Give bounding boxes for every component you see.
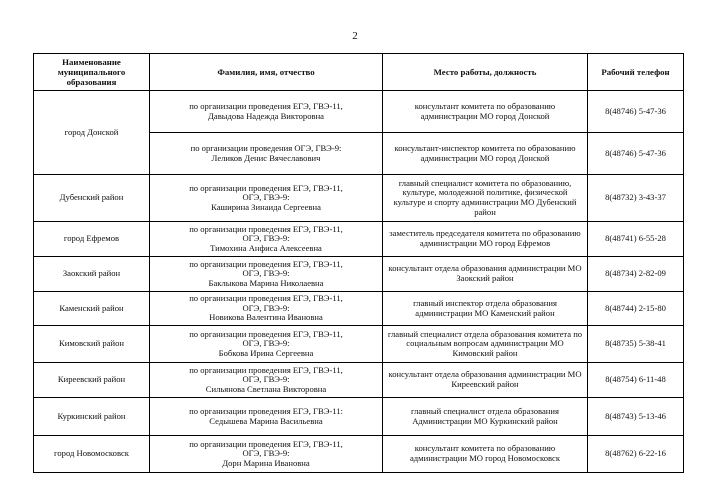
phone-cell: 8(48741) 6-55-28 [588, 222, 684, 257]
municipality-cell: город Донской [34, 91, 150, 175]
duty-text: по организации проведения ЕГЭ, ГВЭ-11, [189, 182, 343, 193]
person-name: Седышева Марина Васильевна [209, 415, 323, 426]
duty-text: ОГЭ, ГВЭ-9: [242, 338, 290, 349]
table-row [34, 436, 684, 473]
table-row [34, 326, 684, 363]
duty-text: по организации проведения ОГЭ, ГВЭ-9: [190, 142, 342, 153]
phone-cell: 8(48744) 2-15-80 [588, 292, 684, 326]
duty-text: ОГЭ, ГВЭ-9: [242, 302, 290, 313]
duty-text: ОГЭ, ГВЭ-9: [242, 448, 290, 459]
municipality-cell: город Ефремов [34, 222, 150, 257]
position-cell: главный инспектор отдела образования администрации МО Каменский район [383, 292, 588, 326]
table-row [34, 91, 684, 133]
duty-text: по организации проведения ЕГЭ, ГВЭ-11, [189, 258, 343, 269]
person-name: Леликов Денис Вячеславович [211, 152, 321, 163]
table-row [34, 398, 684, 436]
person-name: Тимохина Анфиса Алексеевна [210, 242, 322, 253]
person-cell [150, 175, 383, 222]
duty-text: по организации проведения ЕГЭ, ГВЭ-11, [189, 364, 343, 375]
person-cell [150, 222, 383, 257]
position-cell: главный специалист отдела образования Администрации МО Куркинский район [383, 398, 588, 436]
table-row [34, 222, 684, 257]
duty-text: по организации проведения ЕГЭ, ГВЭ-11, [189, 100, 343, 111]
table-row [34, 175, 684, 222]
phone-cell: 8(48743) 5-13-46 [588, 398, 684, 436]
duty-text: по организации проведения ЕГЭ, ГВЭ-11, [189, 223, 343, 234]
phone-cell: 8(48735) 5-38-41 [588, 326, 684, 363]
contacts-table [33, 53, 684, 473]
phone-cell: 8(48746) 5-47-36 [588, 91, 684, 133]
person-name: Бобкова Ирина Сергеевна [218, 347, 314, 358]
header-workplace: Место работы, должность [383, 54, 588, 91]
header-phone: Рабочий телефон [588, 54, 684, 91]
duty-text: по организации проведения ЕГЭ, ГВЭ-11, [189, 293, 343, 304]
position-cell: консультант комитета по образованию администрации МО город Донской [383, 91, 588, 133]
header-name: Фамилия, имя, отчество [150, 54, 383, 91]
person-cell [150, 257, 383, 292]
position-cell: консультант-инспектор комитета по образованию администрации МО город Донской [383, 133, 588, 175]
municipality-cell: Куркинский район [34, 398, 150, 436]
duty-text: ОГЭ, ГВЭ-9: [242, 192, 290, 203]
person-name: Дорн Марина Ивановна [222, 457, 310, 468]
person-cell [150, 133, 383, 175]
phone-cell: 8(48734) 2-82-09 [588, 257, 684, 292]
municipality-cell: Киреевский район [34, 363, 150, 398]
duty-text: ОГЭ, ГВЭ-9: [242, 233, 290, 244]
person-cell [150, 436, 383, 473]
header-row [34, 54, 684, 91]
position-cell: консультант отдела образования администрации МО Заокский район [383, 257, 588, 292]
page-number: 2 [352, 30, 358, 42]
person-name: Сильянова Светлана Викторовна [205, 383, 327, 394]
person-name: Давыдова Надежда Викторовна [208, 110, 324, 121]
table-row [34, 363, 684, 398]
person-name: Баклыкова Марина Николаевна [208, 277, 324, 288]
person-cell [150, 91, 383, 133]
position-cell: заместитель председателя комитета по образованию администрации МО город Ефремов [383, 222, 588, 257]
table-row [34, 292, 684, 326]
position-cell: консультант отдела образования администрации МО Киреевский район [383, 363, 588, 398]
person-cell [150, 326, 383, 363]
phone-cell: 8(48762) 6-22-16 [588, 436, 684, 473]
municipality-cell: Кимовский район [34, 326, 150, 363]
municipality-cell: город Новомосковск [34, 436, 150, 473]
duty-text: ОГЭ, ГВЭ-9: [242, 374, 290, 385]
position-cell: главный специалист отдела образования комитета по социальным вопросам администрации МО Кимовский район [383, 326, 588, 363]
person-cell [150, 363, 383, 398]
phone-cell: 8(48732) 3-43-37 [588, 175, 684, 222]
header-municipality: Наименование муниципального образования [34, 54, 150, 91]
duty-text: по организации проведения ЕГЭ, ГВЭ-11, [189, 328, 343, 339]
duty-text: по организации проведения ЕГЭ, ГВЭ-11: [189, 405, 343, 416]
municipality-cell: Дубенский район [34, 175, 150, 222]
person-name: Новикова Валентина Ивановна [209, 312, 323, 323]
person-name: Каширина Зинаида Сергеевна [211, 201, 321, 212]
municipality-cell: Каменский район [34, 292, 150, 326]
person-cell [150, 292, 383, 326]
position-cell: консультант комитета по образованию администрации МО город Новомосковск [383, 436, 588, 473]
duty-text: ОГЭ, ГВЭ-9: [242, 268, 290, 279]
duty-text: по организации проведения ЕГЭ, ГВЭ-11, [189, 438, 343, 449]
person-cell [150, 398, 383, 436]
position-cell: главный специалист комитета по образованию, культуре, молодежной политике, физической культуре и спорту администрации МО Дубенский район [383, 175, 588, 222]
phone-cell: 8(48746) 5-47-36 [588, 133, 684, 175]
table-row [34, 257, 684, 292]
phone-cell: 8(48754) 6-11-48 [588, 363, 684, 398]
municipality-cell: Заокский район [34, 257, 150, 292]
